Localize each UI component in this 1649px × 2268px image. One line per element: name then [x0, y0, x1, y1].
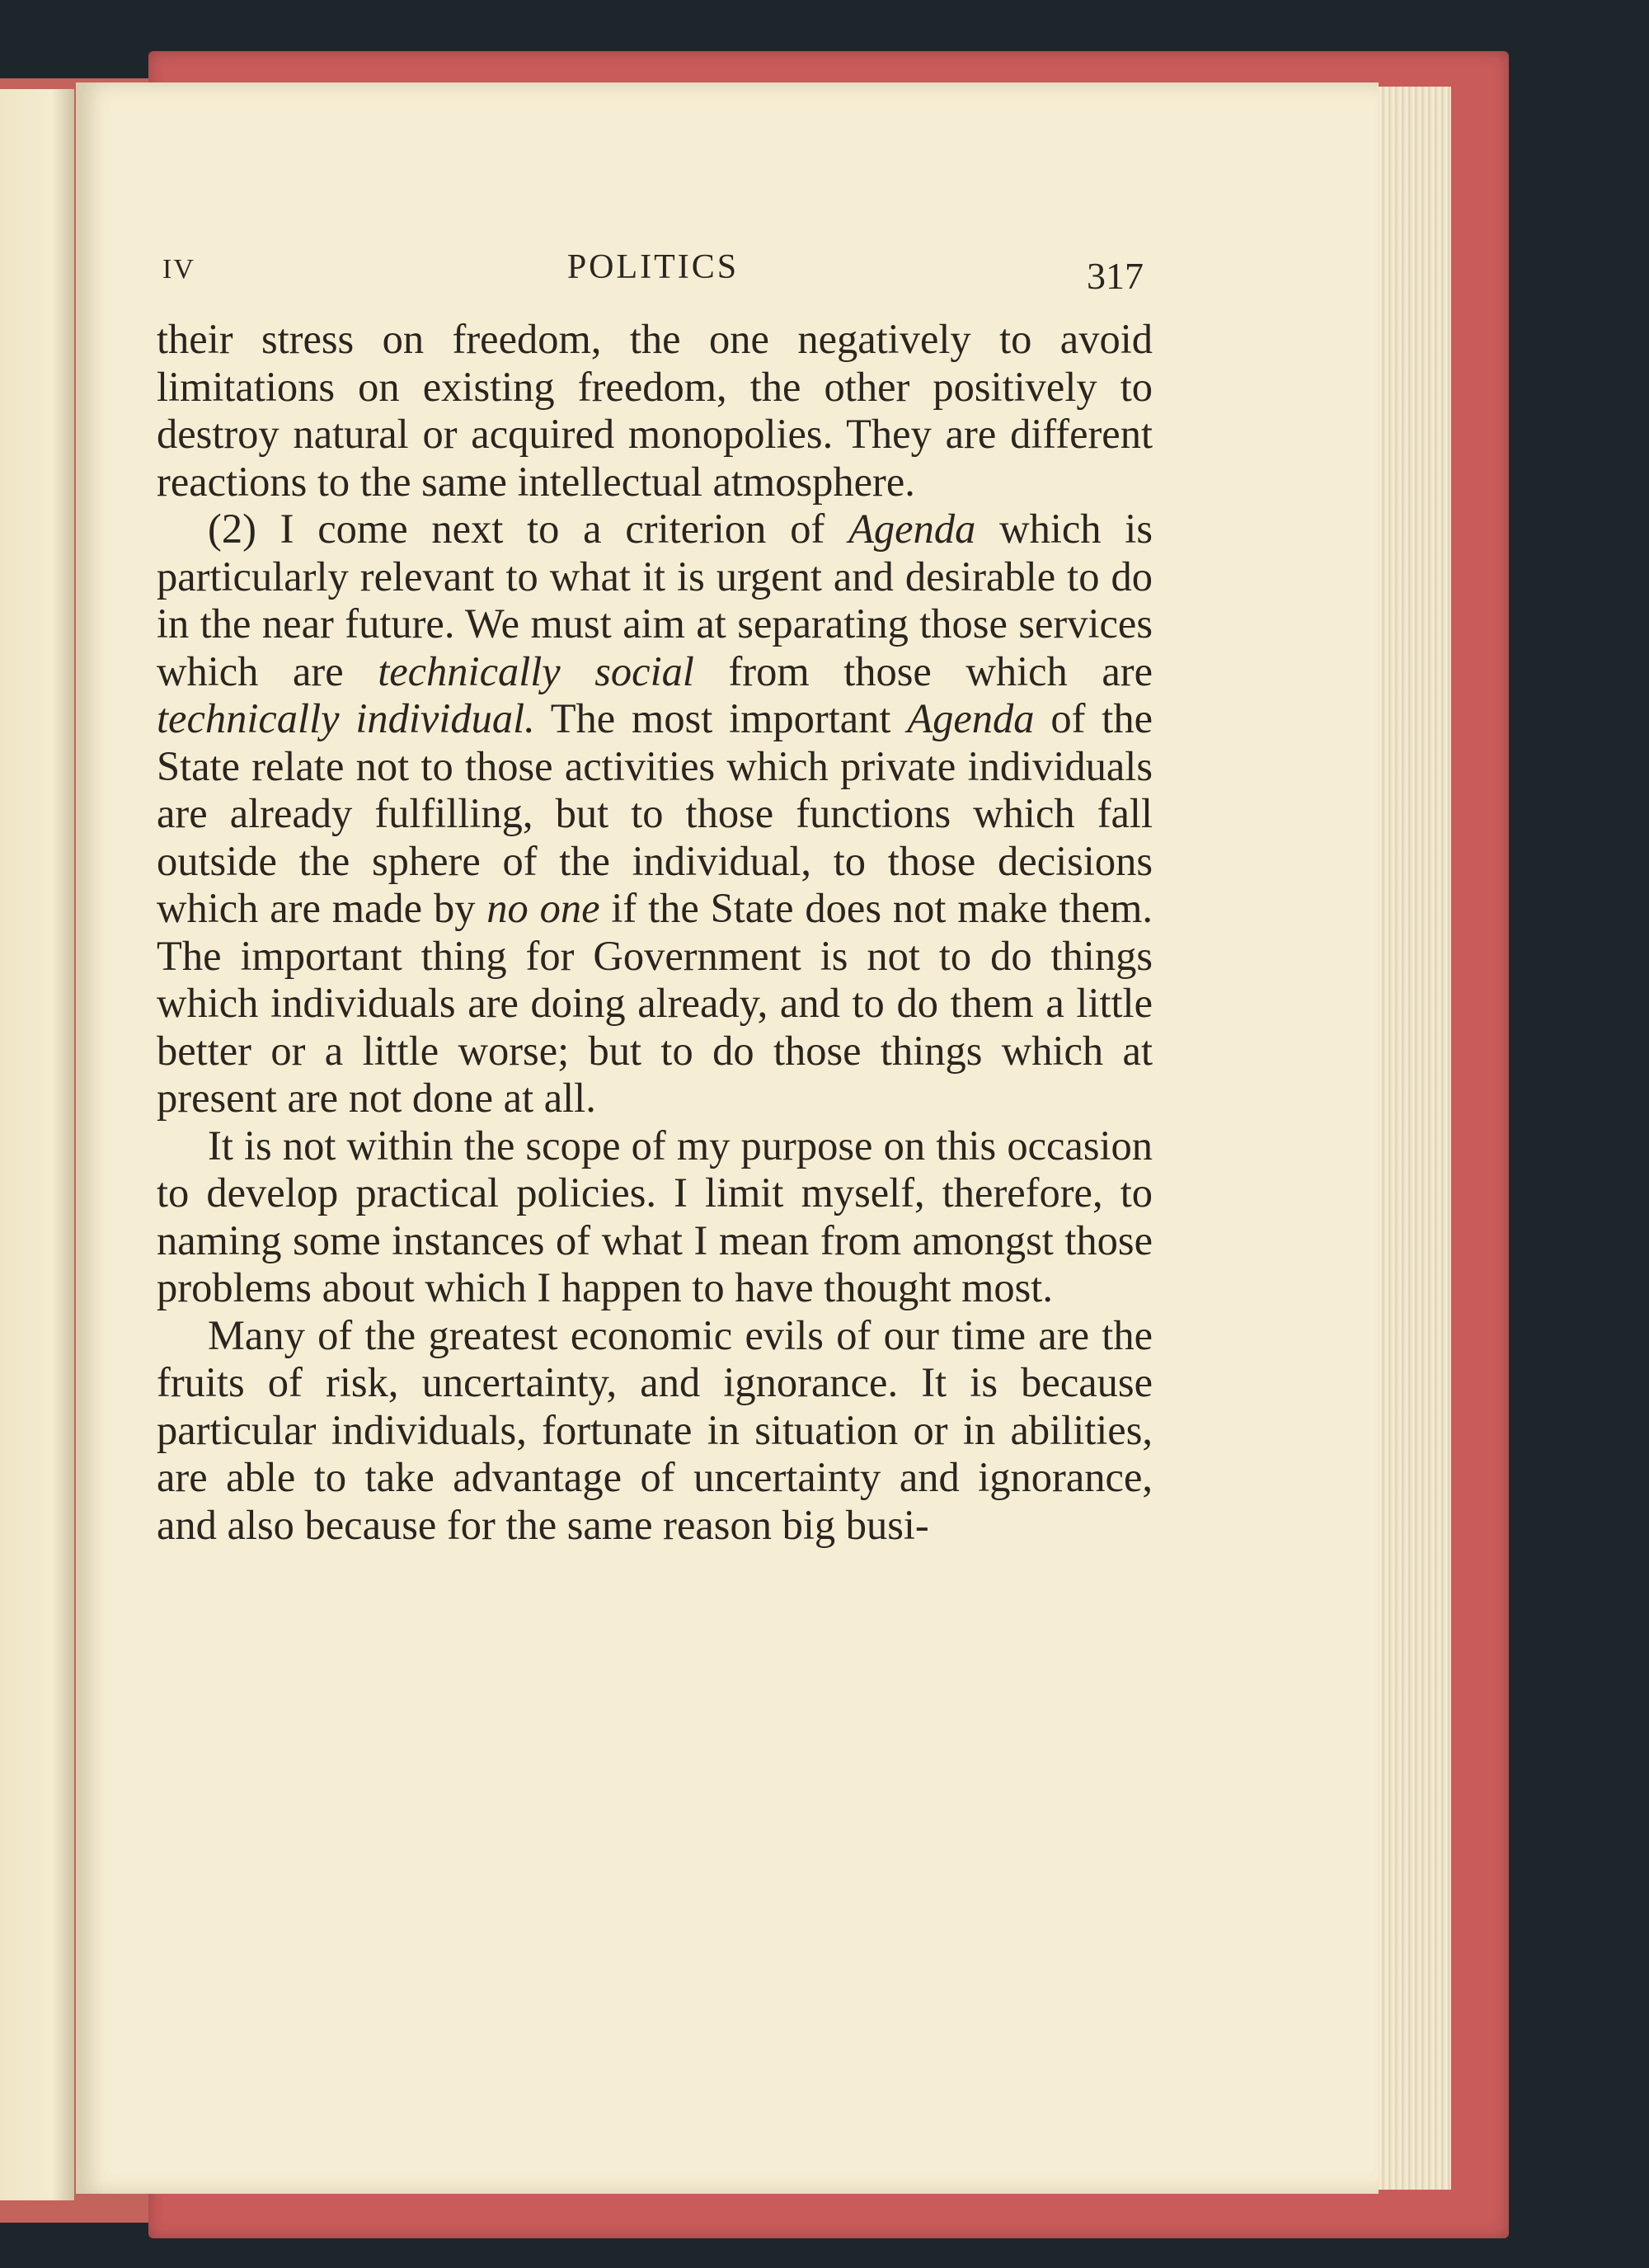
- text-run: from those which are: [693, 647, 1153, 694]
- text-run: of the State relate not to those activities which private individuals are already fulfilling, but to those functions which fall outside the sphere of the individual, to those decisions which are made by: [157, 695, 1153, 931]
- running-title: POLITICS: [566, 248, 740, 286]
- page-header: [162, 247, 1144, 313]
- paragraph: [157, 1122, 1153, 1312]
- text-run: if the State does not make them. The important thing for Government is not to do things which individuals are doing already, and to do them a little better or a little worse; but to do those things which at present are not done at all.: [157, 885, 1153, 1121]
- paragraph: [157, 316, 1153, 506]
- paragraph: [157, 1312, 1153, 1550]
- italic-text: technically individual.: [157, 695, 535, 741]
- text-run: Many of the greatest economic evils of our time are the fruits of risk, uncertainty, and ignorance. It is because particular individuals, fortunate in situation or in abilities, are able to take advantage of uncertainty and ignorance, and also because for the same reason big busi-: [157, 1311, 1153, 1548]
- text-run: It is not within the scope of my purpose on this occasion to develop practical policies. I limit myself, therefore, to naming some instances of what I mean from amongst those problems about which I happen to have thought most.: [157, 1122, 1153, 1310]
- italic-text: Agenda: [907, 695, 1035, 741]
- left-page-sliver: [0, 89, 74, 2200]
- body-text: [157, 316, 1153, 1549]
- italic-text: no one: [486, 885, 600, 931]
- italic-text: technically social: [378, 647, 694, 694]
- text-run: The most important: [534, 695, 908, 741]
- italic-text: Agenda: [848, 506, 976, 552]
- text-run: (2) I come next to a criterion of: [208, 506, 849, 552]
- chapter-number: IV: [162, 254, 195, 285]
- page-number: 317: [1087, 255, 1144, 297]
- paragraph: [157, 506, 1153, 1122]
- text-run: which is particularly relevant to what it is urgent and desirable to do in the near future. We must aim at separating those services which are: [157, 506, 1153, 694]
- book-page: [76, 82, 1379, 2194]
- text-run: their stress on freedom, the one negatively to avoid limitations on existing freedom, the other positively to destroy natural or acquired monopolies. They are different reactions to the same intellectual atmosphere.: [157, 316, 1153, 505]
